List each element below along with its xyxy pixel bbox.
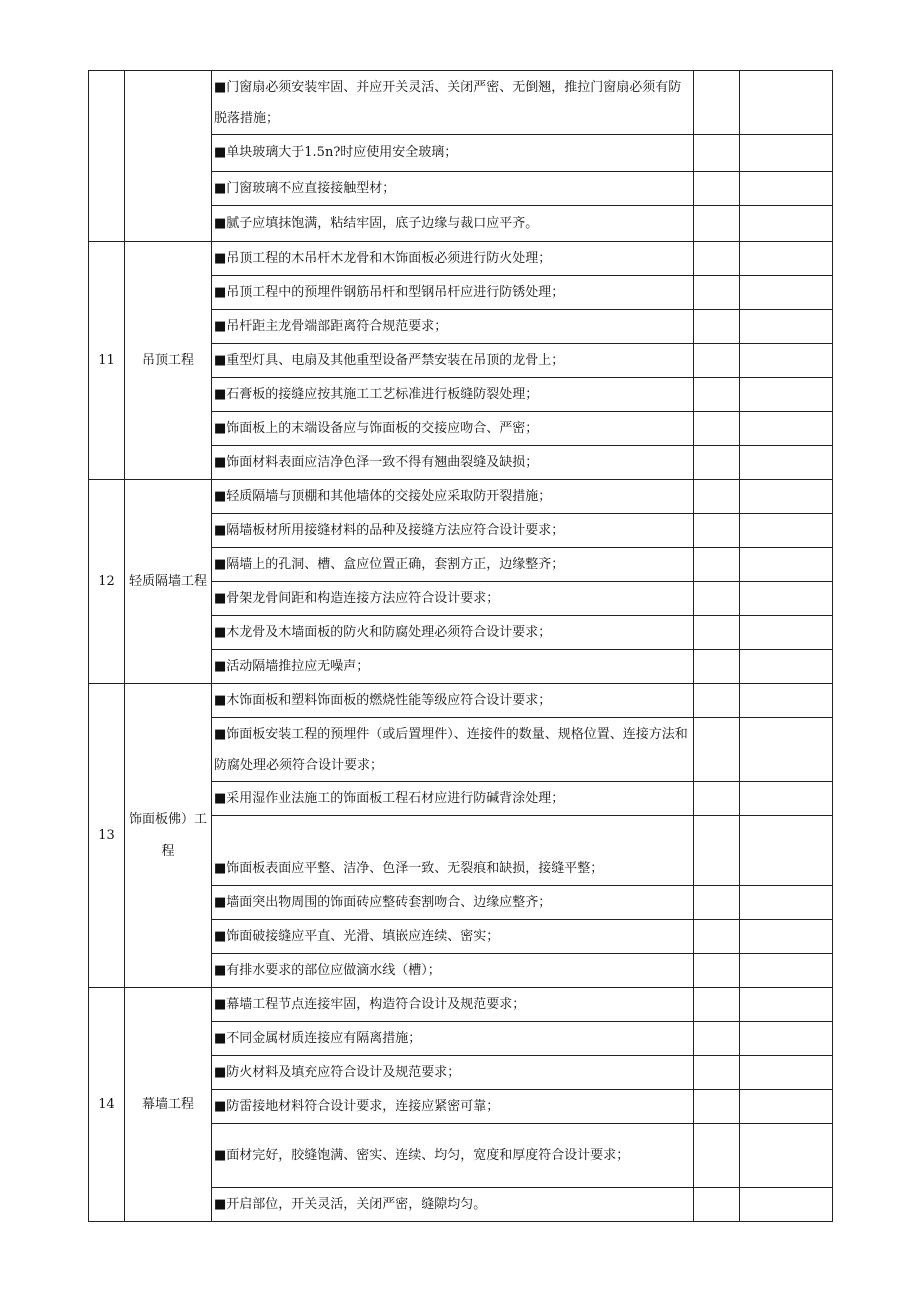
check-remark-cell[interactable] (740, 582, 833, 616)
check-result-cell[interactable] (694, 616, 740, 650)
check-result-cell[interactable] (694, 378, 740, 412)
check-requirement: ■重型灯具、电扇及其他重型设备严禁安装在吊顶的龙骨上； (212, 344, 694, 378)
check-result-cell[interactable] (694, 480, 740, 514)
check-result-cell[interactable] (694, 718, 740, 782)
check-remark-cell[interactable] (740, 446, 833, 480)
check-remark-cell[interactable] (740, 344, 833, 378)
check-requirement: ■木饰面板和塑料饰面板的燃烧性能等级应符合设计要求； (212, 684, 694, 718)
check-requirement: ■防雷接地材料符合设计要求，连接应紧密可靠； (212, 1090, 694, 1124)
check-remark-cell[interactable] (740, 718, 833, 782)
item-category-cell: 饰面板佛）工程 (125, 684, 212, 988)
item-category-cell: 吊顶工程 (125, 242, 212, 480)
item-number-cell: 14 (89, 988, 125, 1222)
item-number-cell: 13 (89, 684, 125, 988)
check-requirement: ■吊顶工程的木吊杆木龙骨和木饰面板必须进行防火处理； (212, 242, 694, 276)
check-result-cell[interactable] (694, 988, 740, 1022)
check-result-cell[interactable] (694, 310, 740, 344)
check-requirement: ■吊杆距主龙骨端部距离符合规范要求； (212, 310, 694, 344)
check-result-cell[interactable] (694, 276, 740, 310)
check-requirement: ■有排水要求的部位应做滴水线（槽）； (212, 954, 694, 988)
check-remark-cell[interactable] (740, 412, 833, 446)
check-requirement: ■单块玻璃大于1.5n?时应使用安全玻璃； (212, 135, 694, 172)
check-result-cell[interactable] (694, 135, 740, 172)
check-remark-cell[interactable] (740, 548, 833, 582)
check-requirement: ■幕墙工程节点连接牢固，构造符合设计及规范要求； (212, 988, 694, 1022)
item-number-cell: 11 (89, 242, 125, 480)
check-remark-cell[interactable] (740, 954, 833, 988)
check-remark-cell[interactable] (740, 1056, 833, 1090)
check-requirement: ■吊顶工程中的预埋件钢筋吊杆和型钢吊杆应进行防锈处理； (212, 276, 694, 310)
check-requirement: ■采用湿作业法施工的饰面板工程石材应进行防碱背涂处理； (212, 782, 694, 816)
check-requirement: ■墙面突出物周围的饰面砖应整砖套割吻合、边缘应整齐； (212, 886, 694, 920)
check-result-cell[interactable] (694, 206, 740, 242)
table-row (89, 684, 833, 718)
check-remark-cell[interactable] (740, 310, 833, 344)
check-remark-cell[interactable] (740, 1022, 833, 1056)
check-result-cell[interactable] (694, 650, 740, 684)
check-remark-cell[interactable] (740, 1188, 833, 1222)
check-remark-cell[interactable] (740, 886, 833, 920)
check-remark-cell[interactable] (740, 1124, 833, 1188)
check-remark-cell[interactable] (740, 172, 833, 206)
check-requirement: ■饰面破接缝应平直、光滑、填嵌应连续、密实； (212, 920, 694, 954)
check-remark-cell[interactable] (740, 616, 833, 650)
check-remark-cell[interactable] (740, 71, 833, 135)
item-category-cell: 幕墙工程 (125, 988, 212, 1222)
check-result-cell[interactable] (694, 1188, 740, 1222)
item-category-cell (125, 71, 212, 242)
check-requirement: ■门窗扇必须安装牢固、并应开关灵活、关闭严密、无倒翘，推拉门窗扇必须有防脱落措施； (212, 71, 694, 135)
check-remark-cell[interactable] (740, 135, 833, 172)
check-remark-cell[interactable] (740, 514, 833, 548)
check-requirement: ■活动隔墙推拉应无噪声； (212, 650, 694, 684)
check-requirement: ■骨架龙骨间距和构造连接方法应符合设计要求； (212, 582, 694, 616)
check-result-cell[interactable] (694, 1022, 740, 1056)
check-result-cell[interactable] (694, 582, 740, 616)
check-requirement: ■不同金属材质连接应有隔离措施； (212, 1022, 694, 1056)
check-requirement: ■饰面材料表面应洁净色泽一致不得有翘曲裂缝及缺损； (212, 446, 694, 480)
check-result-cell[interactable] (694, 1124, 740, 1188)
table-row (89, 480, 833, 514)
check-requirement: ■面材完好，胶缝饱满、密实、连续、均匀，宽度和厚度符合设计要求； (212, 1124, 694, 1188)
check-result-cell[interactable] (694, 71, 740, 135)
check-result-cell[interactable] (694, 514, 740, 548)
check-requirement: ■轻质隔墙与顶棚和其他墙体的交接处应采取防开裂措施； (212, 480, 694, 514)
check-result-cell[interactable] (694, 344, 740, 378)
table-row (89, 71, 833, 135)
check-result-cell[interactable] (694, 446, 740, 480)
check-remark-cell[interactable] (740, 650, 833, 684)
check-result-cell[interactable] (694, 684, 740, 718)
check-result-cell[interactable] (694, 548, 740, 582)
check-remark-cell[interactable] (740, 378, 833, 412)
check-requirement: ■石膏板的接缝应按其施工工艺标准进行板缝防裂处理； (212, 378, 694, 412)
table-row (89, 242, 833, 276)
check-requirement: ■饰面板上的末端设备应与饰面板的交接应吻合、严密； (212, 412, 694, 446)
check-requirement: ■门窗玻璃不应直接接触型材； (212, 172, 694, 206)
check-remark-cell[interactable] (740, 206, 833, 242)
check-result-cell[interactable] (694, 954, 740, 988)
check-result-cell[interactable] (694, 1090, 740, 1124)
check-requirement: ■隔墙板材所用接缝材料的品种及接缝方法应符合设计要求； (212, 514, 694, 548)
check-result-cell[interactable] (694, 1056, 740, 1090)
check-requirement: ■饰面板安装工程的预埋件（或后置埋件）、连接件的数量、规格位置、连接方法和防腐处理必须符合设计要求； (212, 718, 694, 782)
inspection-checklist-table (88, 70, 833, 1222)
check-result-cell[interactable] (694, 920, 740, 954)
check-remark-cell[interactable] (740, 276, 833, 310)
check-requirement: ■木龙骨及木墙面板的防火和防腐处理必须符合设计要求； (212, 616, 694, 650)
check-remark-cell[interactable] (740, 1090, 833, 1124)
check-result-cell[interactable] (694, 782, 740, 816)
check-remark-cell[interactable] (740, 480, 833, 514)
check-remark-cell[interactable] (740, 816, 833, 886)
check-result-cell[interactable] (694, 816, 740, 886)
check-result-cell[interactable] (694, 412, 740, 446)
check-remark-cell[interactable] (740, 242, 833, 276)
check-requirement: ■开启部位，开关灵活，关闭严密，缝隙均匀。 (212, 1188, 694, 1222)
item-number-cell: 12 (89, 480, 125, 684)
check-result-cell[interactable] (694, 886, 740, 920)
check-remark-cell[interactable] (740, 988, 833, 1022)
table-row (89, 988, 833, 1022)
check-requirement: ■隔墙上的孔洞、槽、盒应位置正确，套割方正，边缘整齐； (212, 548, 694, 582)
check-requirement: ■防火材料及填充应符合设计及规范要求； (212, 1056, 694, 1090)
item-number-cell (89, 71, 125, 242)
check-remark-cell[interactable] (740, 782, 833, 816)
check-remark-cell[interactable] (740, 684, 833, 718)
item-category-cell: 轻质隔墙工程 (125, 480, 212, 684)
check-result-cell[interactable] (694, 242, 740, 276)
check-result-cell[interactable] (694, 172, 740, 206)
check-remark-cell[interactable] (740, 920, 833, 954)
check-requirement: ■饰面板表面应平整、洁净、色泽一致、无裂痕和缺损，接缝平整； (212, 816, 694, 886)
check-requirement: ■腻子应填抹饱满，粘结牢固，底子边缘与裁口应平齐。 (212, 206, 694, 242)
